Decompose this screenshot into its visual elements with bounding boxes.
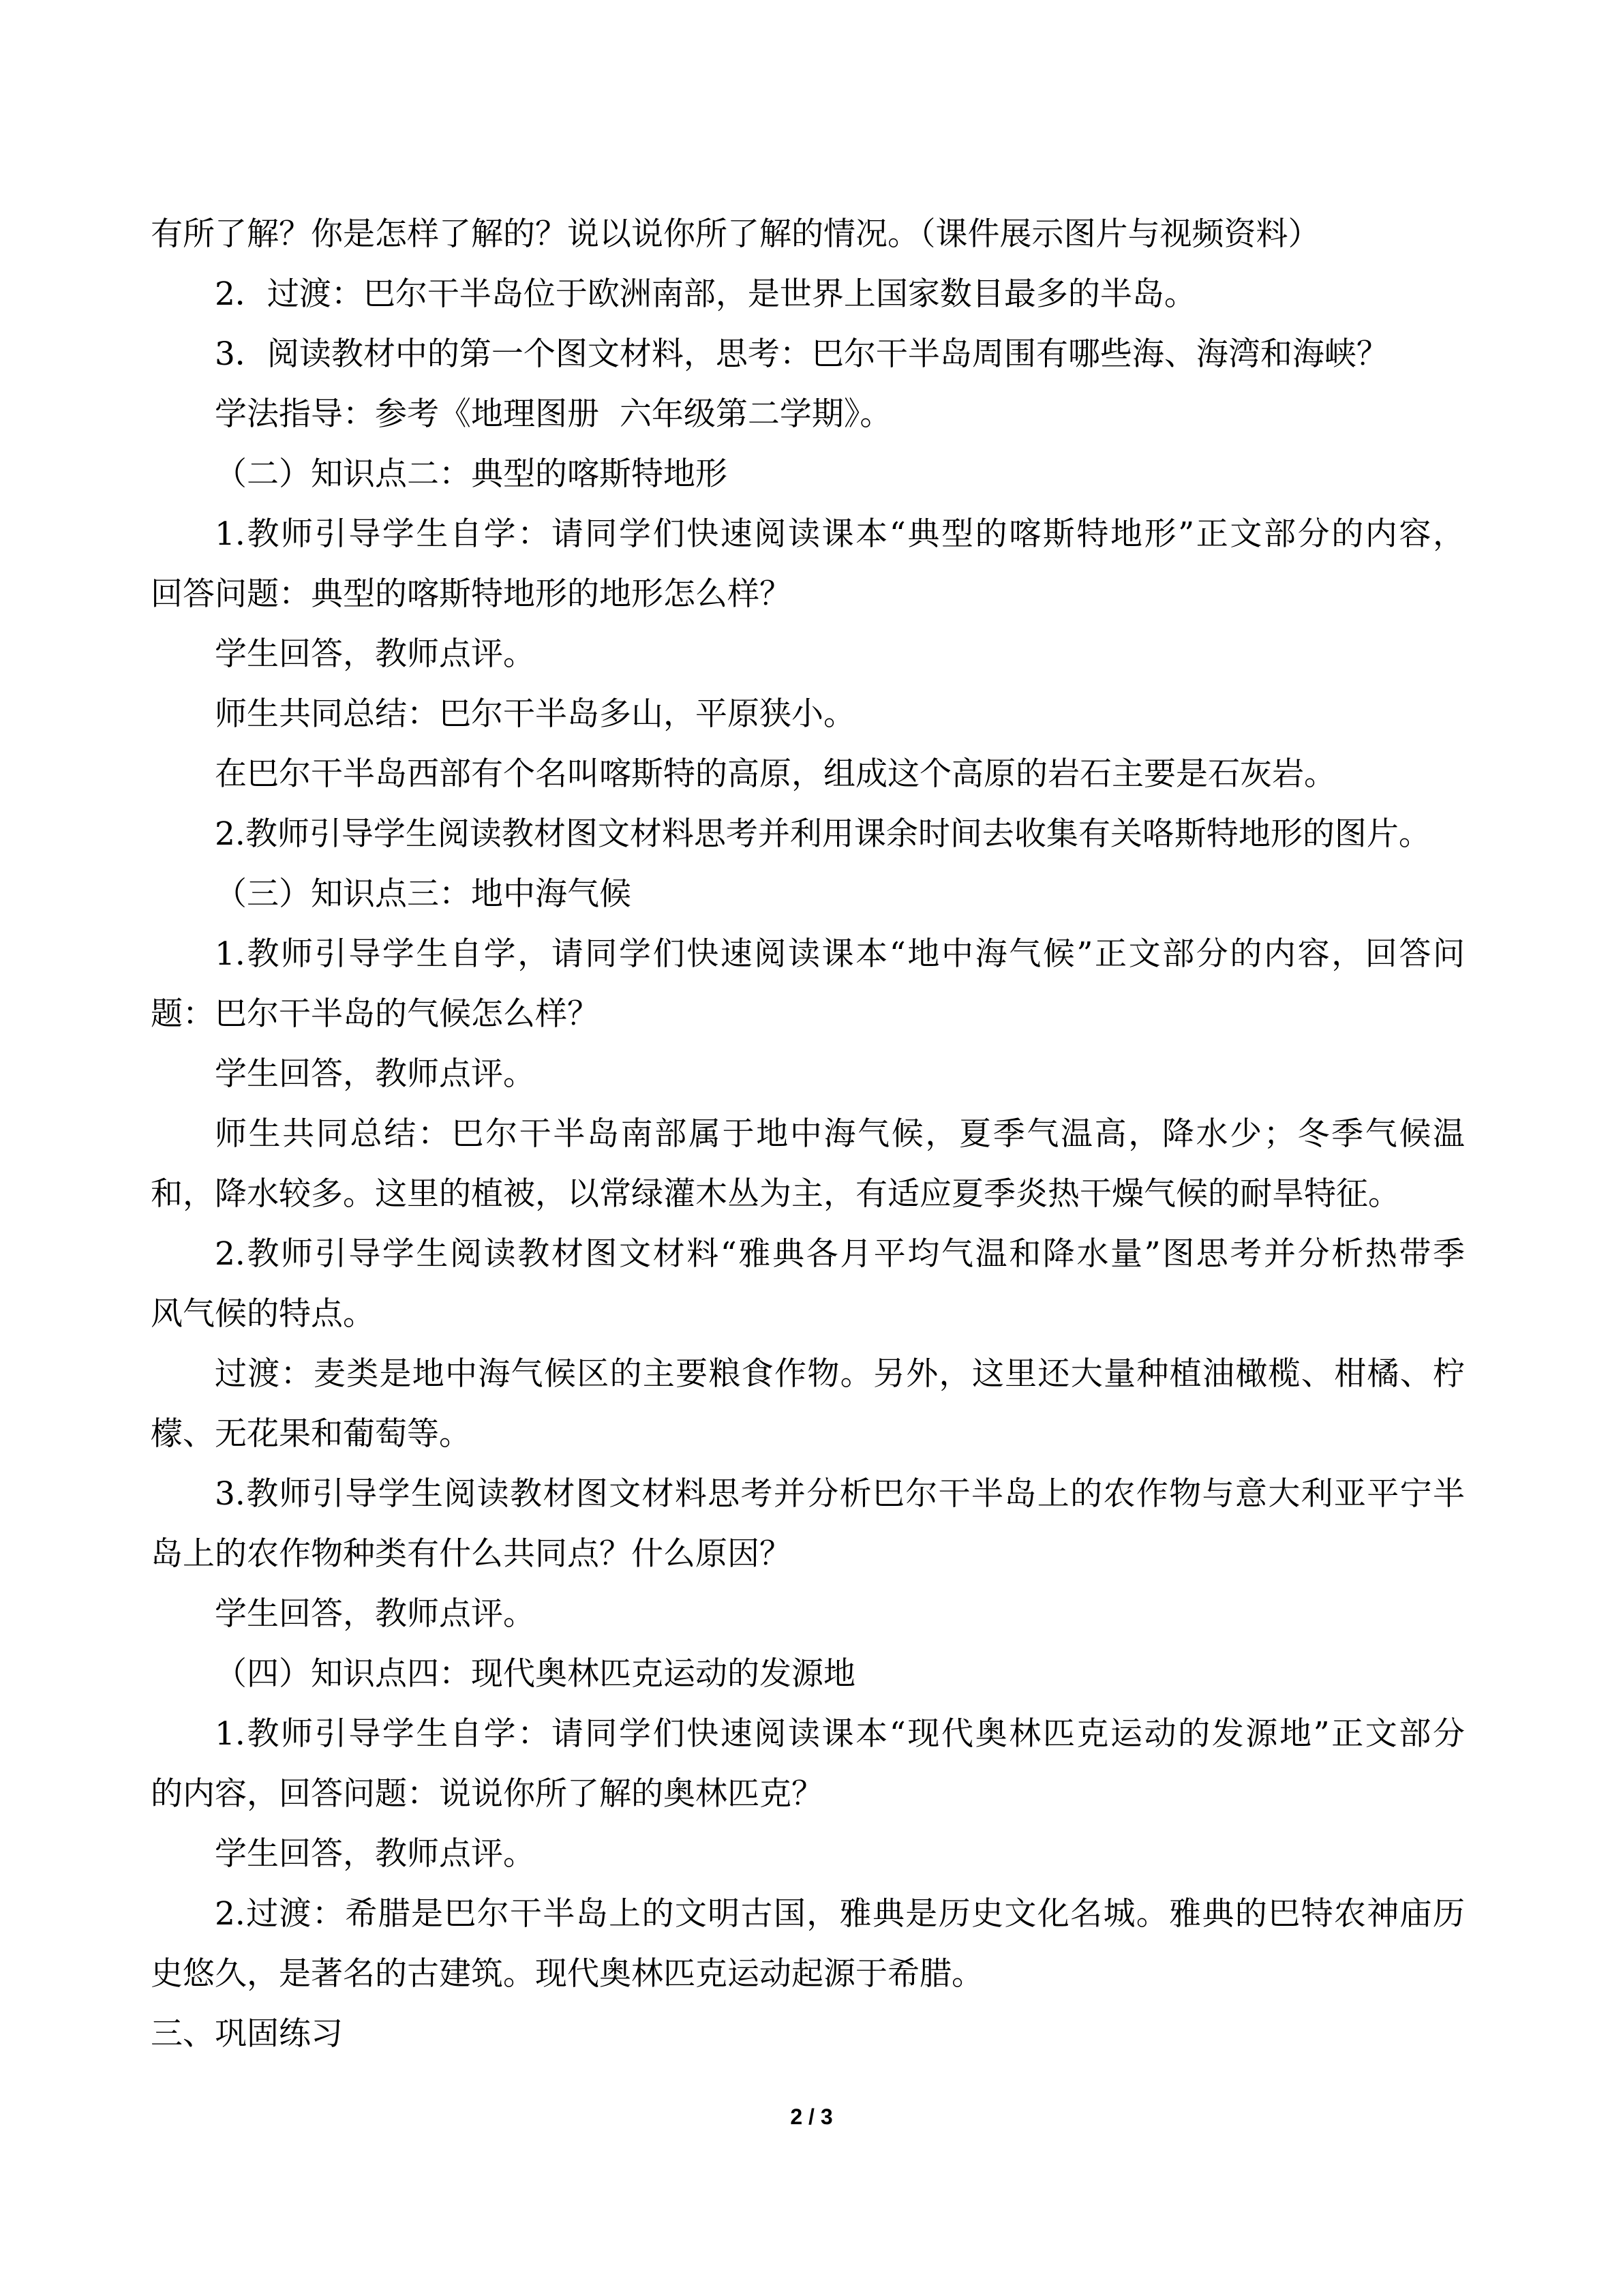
paragraph-line: 学法指导：参考《地理图册 六年级第二学期》。 [215, 395, 892, 433]
paragraph-line: 学生回答，教师点评。 [215, 635, 535, 673]
paragraph [151, 324, 1465, 384]
paragraph [151, 804, 1465, 864]
paragraph [151, 205, 1465, 265]
paragraph-line: 2.教师引导学生阅读教材图文材料“雅典各月平均气温和降水量”图思考并分析热带季 [215, 1235, 1465, 1273]
paragraph [151, 1344, 1465, 1464]
paragraph-line: 2．过渡：巴尔干半岛位于欧洲南部，是世界上国家数目最多的半岛。 [215, 275, 1196, 313]
paragraph [151, 1884, 1465, 2004]
section-heading-knowledge-point-4 [151, 1644, 1465, 1704]
paragraph-line: 岛上的农作物种类有什么共同点？什么原因？ [151, 1535, 791, 1573]
section-heading-text: （四）知识点四：现代奥林匹克运动的发源地 [215, 1655, 855, 1693]
paragraph-line: 和，降水较多。这里的植被，以常绿灌木丛为主，有适应夏季炎热干燥气候的耐旱特征。 [151, 1175, 1400, 1213]
paragraph-line: 2.过渡：希腊是巴尔干半岛上的文明古国，雅典是历史文化名城。雅典的巴特农神庙历 [215, 1895, 1465, 1933]
section-heading-knowledge-point-3 [151, 864, 1465, 924]
paragraph [151, 924, 1465, 1044]
paragraph [151, 1824, 1465, 1884]
paragraph-line: 学生回答，教师点评。 [215, 1055, 535, 1093]
paragraph [151, 1584, 1465, 1644]
paragraph [151, 504, 1465, 624]
paragraph-line: 2.教师引导学生阅读教材图文材料思考并利用课余时间去收集有关咯斯特地形的图片。 [215, 815, 1431, 853]
paragraph [151, 1704, 1465, 1824]
paragraph-line: 1.教师引导学生自学：请同学们快速阅读课本“现代奥林匹克运动的发源地”正文部分 [215, 1715, 1465, 1753]
paragraph-line: 题：巴尔干半岛的气候怎么样？ [151, 995, 599, 1033]
paragraph-line: 檬、无花果和葡萄等。 [151, 1415, 471, 1453]
paragraph-line: 学生回答，教师点评。 [215, 1595, 535, 1633]
paragraph [151, 624, 1465, 684]
paragraph-line: 的内容，回答问题：说说你所了解的奥林匹克？ [151, 1775, 823, 1813]
paragraph [151, 1044, 1465, 1104]
page-number: 2 / 3 [790, 2104, 833, 2129]
paragraph-line: 有所了解？你是怎样了解的？说以说你所了解的情况。（课件展示图片与视频资料） [151, 215, 1320, 253]
paragraph-line: 在巴尔干半岛西部有个名叫喀斯特的高原，组成这个高原的岩石主要是石灰岩。 [215, 755, 1336, 793]
paragraph-line: 师生共同总结：巴尔干半岛南部属于地中海气候，夏季气温高，降水少；冬季气候温 [215, 1115, 1465, 1153]
paragraph [151, 1464, 1465, 1584]
paragraph-line: 回答问题：典型的喀斯特地形的地形怎么样？ [151, 575, 791, 613]
section-heading-text: （二）知识点二：典型的喀斯特地形 [215, 455, 727, 493]
paragraph [151, 744, 1465, 804]
paragraph-line: 学生回答，教师点评。 [215, 1835, 535, 1873]
paragraph-line: 过渡：麦类是地中海气候区的主要粮食作物。另外，这里还大量种植油橄榄、柑橘、柠 [215, 1355, 1465, 1393]
paragraph [151, 1104, 1465, 1224]
paragraph-line: 风气候的特点。 [151, 1295, 375, 1333]
paragraph [151, 384, 1465, 444]
section-heading-knowledge-point-2 [151, 444, 1465, 504]
paragraph [151, 684, 1465, 744]
section-heading-text: 三、巩固练习 [151, 2015, 343, 2053]
paragraph-line: 1.教师引导学生自学：请同学们快速阅读课本“典型的喀斯特地形”正文部分的内容， [215, 515, 1465, 553]
paragraph-line: 史悠久，是著名的古建筑。现代奥林匹克运动起源于希腊。 [151, 1955, 984, 1993]
paragraph-line: 3．阅读教材中的第一个图文材料，思考：巴尔干半岛周围有哪些海、海湾和海峡？ [215, 335, 1389, 373]
paragraph-line: 师生共同总结：巴尔干半岛多山，平原狭小。 [215, 695, 855, 733]
document-body [151, 205, 1465, 2064]
section-heading-text: （三）知识点三：地中海气候 [215, 875, 631, 913]
section-heading-consolidation-practice [151, 2004, 1465, 2064]
paragraph-line: 3.教师引导学生阅读教材图文材料思考并分析巴尔干半岛上的农作物与意大利亚平宁半 [215, 1475, 1465, 1513]
paragraph [151, 265, 1465, 324]
paragraph-line: 1.教师引导学生自学，请同学们快速阅读课本“地中海气候”正文部分的内容，回答问 [215, 935, 1465, 973]
paragraph [151, 1224, 1465, 1344]
